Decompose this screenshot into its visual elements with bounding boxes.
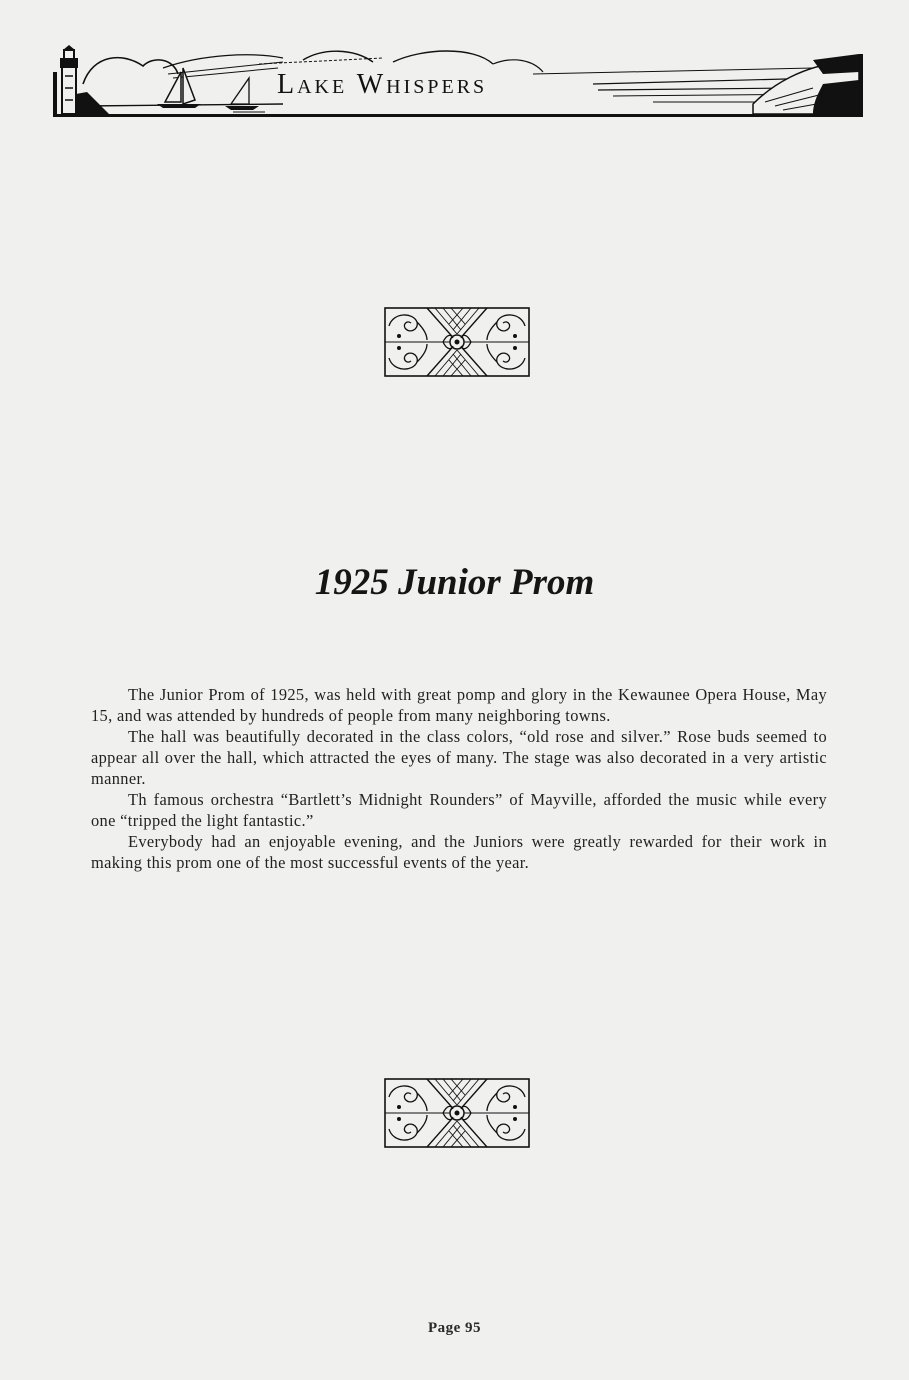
article-body bbox=[91, 684, 827, 873]
paragraph: The hall was beautifully decorated in the class colors, “old rose and silver.” Rose buds seemed to appear all over the hall, which attracted the eyes of many. The stage was also decorated in a very artistic manner. bbox=[91, 727, 827, 788]
floral-scroll-ornament-icon bbox=[383, 306, 531, 378]
page-number: Page 95 bbox=[427, 1320, 482, 1336]
paragraph: The Junior Prom of 1925, was held with great pomp and glory in the Kewaunee Opera House, May 15, and was attended by hundreds of people from many neighboring towns. bbox=[91, 685, 827, 725]
header-banner bbox=[53, 44, 863, 118]
floral-ornament-top bbox=[383, 306, 531, 378]
floral-scroll-ornament-icon bbox=[383, 1077, 531, 1149]
banner-title: Lake Whispers bbox=[277, 69, 488, 100]
paragraph: Everybody had an enjoyable evening, and the Juniors were greatly rewarded for their work in making this prom one of the most successful events of the year. bbox=[91, 832, 827, 872]
paragraph: Th famous orchestra “Bartlett’s Midnight Rounders” of Mayville, afforded the music while every one “tripped the light fantastic.” bbox=[91, 790, 827, 830]
page-title: 1925 Junior Prom bbox=[314, 562, 595, 603]
floral-ornament-bottom bbox=[383, 1077, 531, 1149]
bluff-shoreline-icon bbox=[753, 54, 859, 114]
